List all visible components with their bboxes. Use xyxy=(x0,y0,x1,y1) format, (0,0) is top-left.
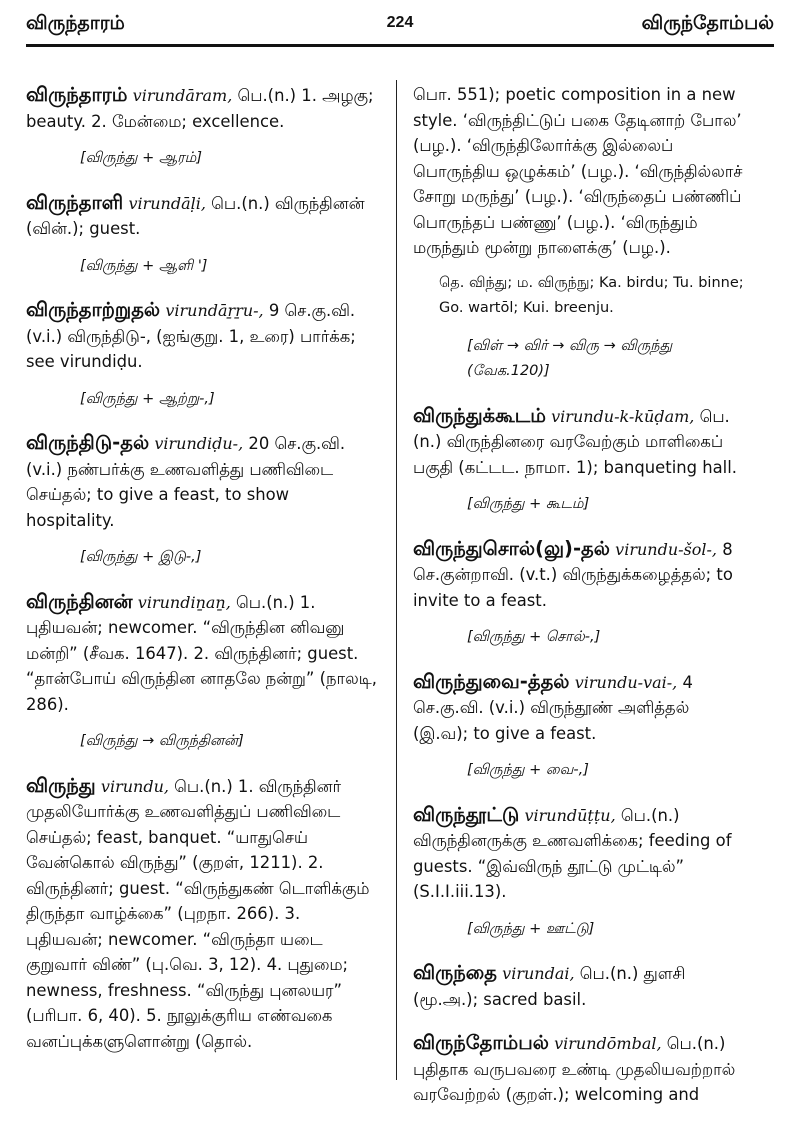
entry-transliteration: virundiḍu-, xyxy=(154,434,244,453)
header-last-headword: விருந்தோம்பல் xyxy=(641,12,774,34)
right-column xyxy=(413,82,749,1126)
entry-etymology: [விருந்து + ஆரம்] xyxy=(80,150,202,166)
dictionary-entry xyxy=(413,536,749,651)
entry-transliteration: virundūṭṭu, xyxy=(524,805,616,825)
entry-transliteration: virundāḷi, xyxy=(128,193,206,213)
dictionary-entry xyxy=(413,802,749,943)
entry-headword: விருந்துக்கூடம் xyxy=(413,403,546,427)
entry-etymology: [விருந்து + ஆற்று-,] xyxy=(80,390,215,407)
dictionary-entry xyxy=(26,589,382,755)
entry-definition: பெ.(n.) 1. விருந்தினர் முதலியோர்க்கு உணவளித்துப் பணிவிடை செய்தல்; feast, banquet. “யாதுசெய் வேன்கொல் விருந்து” (குறள், 1211). 2. விருந்தினர்; guest. “விருந்துகண் டொளிக்கும் திருந்தா வாழ்க்கை” (புறநா. 266). 3. புதியவன்; newcomer. “விருந்தா யடை குறுவார் விண்” (பு.வெ. 3, 12). 4. புதுமை; newness, freshness. “விருந்து புனலயர” (பரிபா. 6, 40). 5. நூலுக்குரிய எண்வகை வனப்புக்களுளொன்று (தொல். xyxy=(26,776,370,1051)
entry-definition: 20 செ.கு.வி. (v.i.) நண்பர்க்கு உணவளித்து பணிவிடை செய்தல்; to give a feast, to show hospitality. xyxy=(26,434,346,530)
entry-headword: விருந்து xyxy=(26,773,96,797)
entry-transliteration: virundu-k-kūḍam, xyxy=(551,406,695,426)
dictionary-entry xyxy=(26,430,382,571)
entry-transliteration: virundōmbal, xyxy=(554,1034,662,1053)
entry-headword: விருந்திடு-தல் xyxy=(26,431,150,454)
entry-transliteration: virundu-vai-, xyxy=(574,672,678,692)
entry-etymology: [விருந்து + கூடம்] xyxy=(467,496,590,512)
entry-definition: பெ.(n.) விருந்தினன் (வின்.); guest. xyxy=(26,193,365,238)
entry-etymology: [விருந்து + ஊட்டு] xyxy=(467,920,595,937)
page-number: 224 xyxy=(386,14,414,31)
entry-etymology: [விருந்து → விருந்தினன்] xyxy=(80,733,244,749)
cognates: தெ. விந்து; ம. விருந்நு; Ka. birdu; Tu. binne; Go. wartōl; Kui. breenju. xyxy=(439,274,744,316)
entry-etymology: [விருந்து + இடு-,] xyxy=(80,549,202,565)
entry-headword: விருந்தாரம் xyxy=(26,83,128,106)
entry-transliteration: virundu-šol-, xyxy=(615,539,717,559)
header-first-headword: விருந்தாரம் xyxy=(26,12,125,34)
entry-headword: விருந்தாற்றுதல் xyxy=(26,298,161,321)
entry-etymology: [விருந்து + வை-,] xyxy=(467,762,589,778)
entry-definition: 4 செ.கு.வி. (v.i.) விருந்தூண் அளித்தல் (இ.வ); to give a feast. xyxy=(413,672,693,743)
entry-headword: விருந்தோம்பல் xyxy=(413,1031,549,1054)
entry-etymology: [விருந்து + ஆளி '] xyxy=(80,257,208,274)
dictionary-entry xyxy=(26,297,382,412)
entry-definition: 9 செ.கு.வி. (v.i.) விருந்திடு-, (ஐங்குறு. 1, உரை) பார்க்க; see virundiḍu. xyxy=(26,301,356,371)
header-rule xyxy=(26,44,774,47)
entry-headword: விருந்தினன் xyxy=(26,589,133,613)
dictionary-entry xyxy=(26,190,382,280)
entry-headword: விருந்தூட்டு xyxy=(413,802,520,826)
entry-transliteration: virundiṉaṉ, xyxy=(137,592,231,612)
entry-transliteration: virundāṟṟu-, xyxy=(165,301,264,320)
entry-definition: பெ.(n.) துளசி (மூ.அ.); sacred basil. xyxy=(413,964,686,1009)
entry-etymology: [விருந்து + சொல்-,] xyxy=(467,629,601,645)
entry-transliteration: virundai, xyxy=(502,964,575,983)
left-column xyxy=(26,82,382,1072)
entry-definition: பெ.(n.) விருந்தினரை வரவேற்கும் மாளிகைப் பகுதி (கட்டட. நாமா. 1); banqueting hall. xyxy=(413,406,737,477)
entry-definition: பெ.(n.) விருந்தினருக்கு உணவளிக்கை; feeding of guests. “இவ்விருந் தூட்டு முட்டில்” (S.I.I.iii.13). xyxy=(413,805,732,901)
dictionary-entry xyxy=(26,82,382,172)
dictionary-entry xyxy=(413,403,749,518)
entry-definition: பெ.(n.) 1. அழகு; beauty. 2. மேன்மை; excellence. xyxy=(26,86,374,131)
dictionary-entry xyxy=(413,960,749,1012)
entry-headword: விருந்துவை-த்தல் xyxy=(413,669,570,693)
entry-definition: பெ.(n.) புதிதாக வருபவரை உண்டி முதலியவற்றால் வரவேற்றல் (குறள்.); welcoming and xyxy=(413,1034,736,1104)
entry-etymology: [விள் → விர் → விரு → விருந்து (வேக.120)] xyxy=(467,337,673,379)
page-header xyxy=(26,8,774,48)
entry-transliteration: virundāram, xyxy=(132,86,233,105)
entry-headword: விருந்துசொல்(லு)-தல் xyxy=(413,536,610,560)
dictionary-entry xyxy=(413,1030,749,1108)
entry-continuation xyxy=(413,82,749,385)
dictionary-entry xyxy=(26,773,382,1055)
entry-definition: 8 செ.குன்றாவி. (v.t.) விருந்துக்கழைத்தல்; to invite to a feast. xyxy=(413,539,733,610)
continued-definition: பொ. 551); poetic composition in a new style. ‘விருந்திட்டுப் பகை தேடினாற் போல’ (பழ.). ‘விருந்திலோர்க்கு இல்லைப் பொருந்திய ஒழுக்கம்’ (பழ.). ‘விருந்தில்லாச் சோறு மருந்து’ (பழ.). ‘விருந்தைப் பண்ணிப் பொருந்தப் பண்ணு’ (பழ.). ‘விருந்தும் மருந்தும் மூன்று நாளைக்கு’ (பழ.). xyxy=(413,85,743,257)
column-divider xyxy=(396,80,397,1080)
dictionary-entry xyxy=(413,669,749,784)
entry-headword: விருந்தை xyxy=(413,961,497,984)
entry-definition: பெ.(n.) 1. புதியவன்; newcomer. “விருந்தின னிவனு மன்றி” (சீவக. 1647). 2. விருந்தினர்; guest. “தான்போய் விருந்தின னாதலே நன்று” (நாலடி, 286). xyxy=(26,592,377,714)
entry-transliteration: virundu, xyxy=(100,776,169,796)
entry-headword: விருந்தாளி xyxy=(26,190,124,214)
